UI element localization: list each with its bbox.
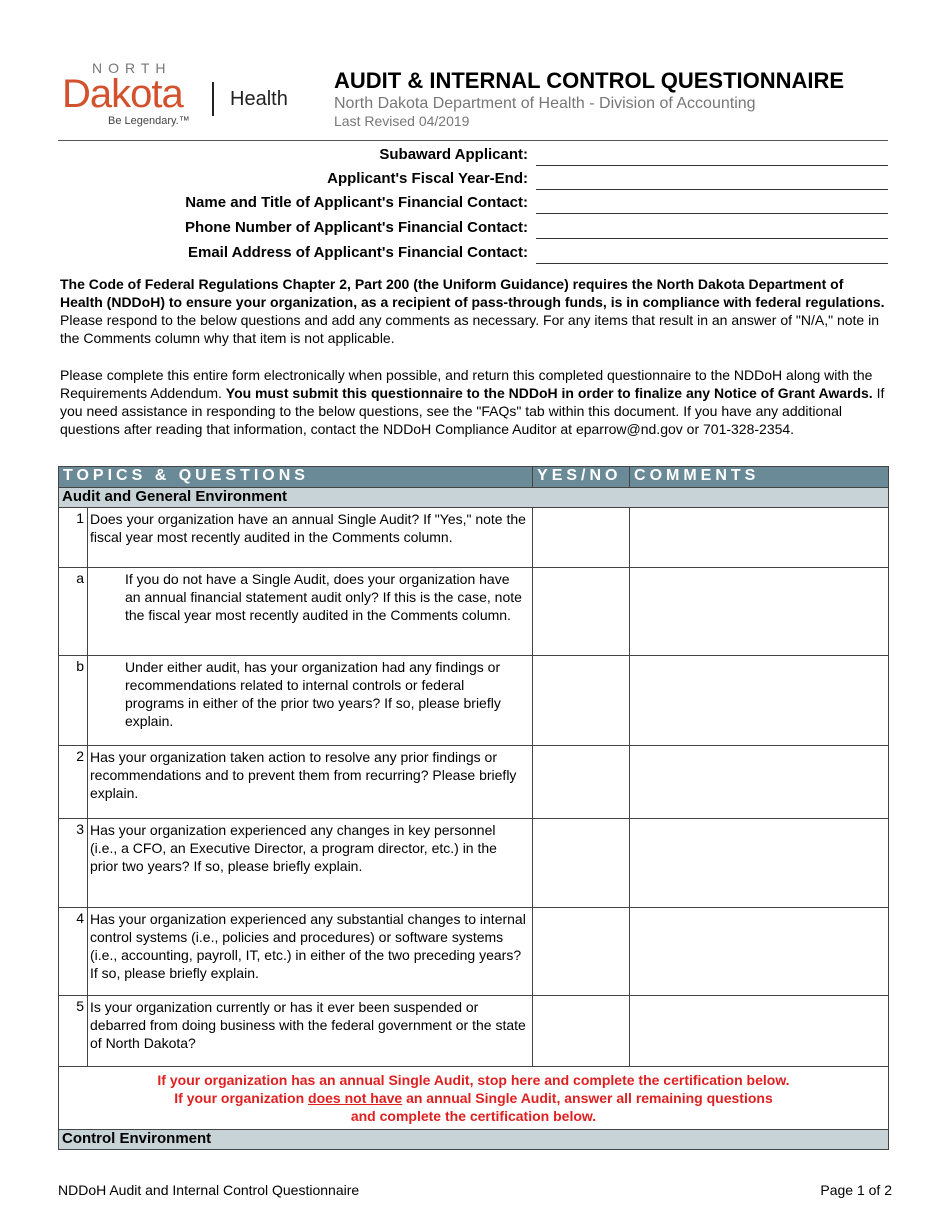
yes-no-cell[interactable]: [533, 656, 630, 746]
question-text: Is your organization currently or has it ever been suspended or debarred from doing business with the federal government or the state of North Dakota?: [88, 996, 533, 1067]
single-audit-notice: [59, 1067, 889, 1130]
nd-health-logo: [62, 60, 302, 135]
question-text: Has your organization experienced any changes in key personnel (i.e., a CFO, an Executive Director, a program director, etc.) in the prior two years? If so, please briefly explain.: [88, 819, 533, 908]
question-number: 5: [59, 996, 88, 1067]
comments-cell[interactable]: [630, 656, 889, 746]
notice-line-3: and complete the certification below.: [350, 1108, 597, 1124]
question-number: 4: [59, 908, 88, 996]
question-text: If you do not have a Single Audit, does your organization have an annual financial statement audit only? If this is the case, note the fiscal year most recently audited in the Comments column.: [88, 568, 533, 656]
comments-cell[interactable]: [630, 746, 889, 819]
header-comments: COMMENTS: [630, 467, 889, 488]
yes-no-cell[interactable]: [533, 568, 630, 656]
notice-row: [59, 1067, 889, 1130]
field-input-line[interactable]: [536, 189, 888, 190]
field-contact-phone: [58, 216, 888, 240]
intro-2-bold: You must submit this questionnaire to the NDDoH in order to finalize any Notice of Grant Awards.: [225, 385, 873, 401]
comments-cell[interactable]: [630, 508, 889, 568]
field-input-line[interactable]: [536, 263, 888, 264]
notice-line-2: [59, 1089, 888, 1107]
field-contact-name-title: [58, 191, 888, 215]
table-row: [59, 568, 889, 656]
field-label: Subaward Applicant:: [379, 146, 528, 163]
comments-cell[interactable]: [630, 996, 889, 1067]
comments-cell[interactable]: [630, 568, 889, 656]
footer-doc-title: NDDoH Audit and Internal Control Questionnaire: [58, 1182, 360, 1198]
table-header-row: [59, 467, 889, 488]
page-title: AUDIT & INTERNAL CONTROL QUESTIONNAIRE: [334, 68, 845, 93]
question-text: Has your organization taken action to resolve any prior findings or recommendations and to prevent them from recurring? Please briefly explain.: [88, 746, 533, 819]
question-number: 2: [59, 746, 88, 819]
question-number: a: [59, 568, 88, 656]
field-fiscal-year-end: [58, 167, 888, 191]
question-text: Under either audit, has your organization had any findings or recommendations related to internal controls or federal programs in either of the prior two years? If so, please briefly explain.: [88, 656, 533, 746]
table-row: [59, 819, 889, 908]
table-row: [59, 996, 889, 1067]
intro-1-bold: The Code of Federal Regulations Chapter 2, Part 200 (the Uniform Guidance) requires the North Dakota Department of Health (NDDoH) to ensure your organization, as a recipient of pass-through funds, is in compliance with federal regulations.: [60, 276, 885, 310]
logo-tagline: Be Legendary.™: [108, 115, 190, 127]
question-text: Does your organization have an annual Single Audit? If "Yes," note the fiscal year most recently audited in the Comments column.: [88, 508, 533, 568]
comments-cell[interactable]: [630, 819, 889, 908]
table-row: [59, 746, 889, 819]
field-input-line[interactable]: [536, 213, 888, 214]
field-subaward-applicant: [58, 143, 888, 167]
section-row: [59, 1130, 889, 1150]
question-number: 1: [59, 508, 88, 568]
yes-no-cell[interactable]: [533, 508, 630, 568]
footer-page-number: Page 1 of 2: [820, 1182, 892, 1198]
header-divider: [58, 140, 888, 141]
intro-2-text-b: If you need assistance in responding to the below questions, see the "FAQs" tab within this document. If you have any additional questions after reading that information, contact the NDDoH Compliance Auditor at eparrow@nd.gov or 701-328-2354.: [60, 385, 885, 437]
notice-line-2-end: an annual Single Audit, answer all remaining questions: [402, 1090, 773, 1106]
intro-paragraph-1: [60, 275, 886, 347]
header-yes-no: YES/NO: [533, 467, 630, 488]
section-control-environment: Control Environment: [59, 1130, 889, 1150]
field-contact-email: [58, 241, 888, 265]
table-row: [59, 908, 889, 996]
question-number: 3: [59, 819, 88, 908]
intro-1-text: Please respond to the below questions and add any comments as necessary. For any items that result in an answer of "N/A," note in the Comments column why that item is not applicable.: [60, 312, 880, 346]
logo-divider: [212, 82, 214, 116]
logo-north: NORTH: [92, 60, 172, 76]
notice-line-2-start: If your organization: [174, 1090, 309, 1106]
field-input-line[interactable]: [536, 165, 888, 166]
yes-no-cell[interactable]: [533, 746, 630, 819]
field-label: Phone Number of Applicant's Financial Contact:: [184, 219, 528, 236]
header-topics: TOPICS & QUESTIONS: [59, 467, 533, 488]
section-row: [59, 488, 889, 508]
revision-date: Last Revised 04/2019: [334, 113, 470, 129]
yes-no-cell[interactable]: [533, 908, 630, 996]
table-row: [59, 508, 889, 568]
yes-no-cell[interactable]: [533, 996, 630, 1067]
intro-2-text-a: Please complete this entire form electronically when possible, and return this completed questionnaire to the NDDoH along with the Requirements Addendum.: [60, 367, 873, 401]
questionnaire-table: [58, 466, 889, 1150]
field-label: Email Address of Applicant's Financial Contact:: [187, 244, 528, 261]
notice-line-1: If your organization has an annual Single Audit, stop here and complete the certification below.: [157, 1072, 790, 1088]
field-input-line[interactable]: [536, 238, 888, 239]
question-number: b: [59, 656, 88, 746]
intro-paragraph-2: [60, 366, 886, 438]
logo-dakota: Dakota: [62, 72, 183, 116]
comments-cell[interactable]: [630, 908, 889, 996]
page-subtitle: North Dakota Department of Health - Division of Accounting: [334, 95, 756, 112]
logo-health: Health: [230, 88, 288, 110]
table-row: [59, 656, 889, 746]
field-label: Applicant's Fiscal Year-End:: [327, 170, 528, 187]
notice-line-2-underlined: does not have: [308, 1090, 403, 1106]
yes-no-cell[interactable]: [533, 819, 630, 908]
section-audit-general: Audit and General Environment: [59, 488, 889, 508]
field-label: Name and Title of Applicant's Financial Contact:: [185, 194, 528, 211]
question-text: Has your organization experienced any substantial changes to internal control systems (i.e., policies and procedures) or software systems (i.e., accounting, payroll, IT, etc.) in either of the two preceding years? If so, please briefly explain.: [88, 908, 533, 996]
